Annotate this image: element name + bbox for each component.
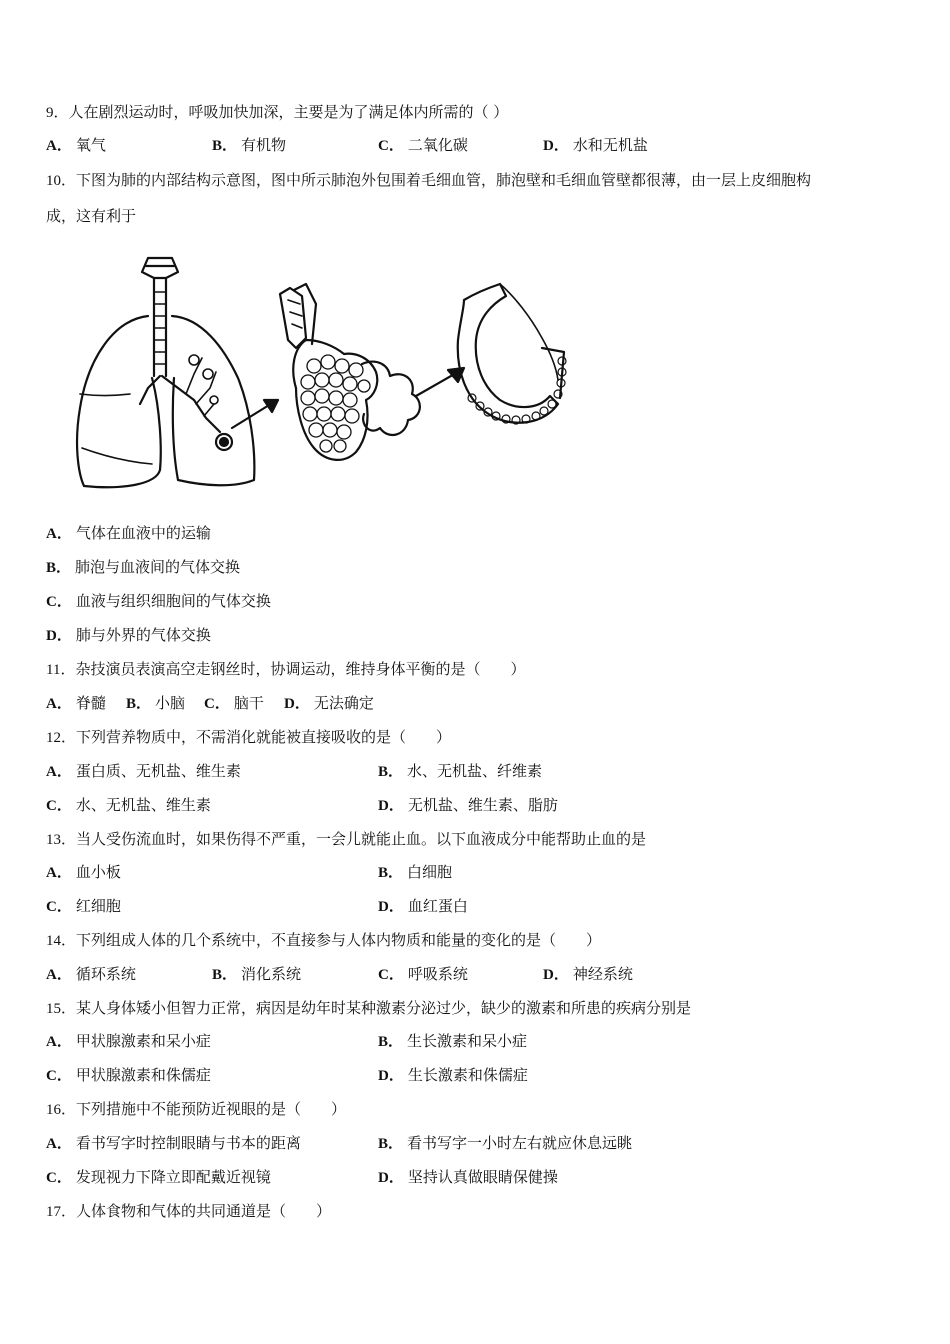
q9-option-c: C． 二氧化碳 <box>378 136 468 154</box>
question-number: 11 <box>46 662 61 678</box>
q13-option-a: A． 血小板 <box>46 863 121 881</box>
alveoli-cluster-illustration <box>280 284 464 460</box>
q16-option-d: D． 坚持认真做眼睛保健操 <box>378 1168 558 1186</box>
q12-option-c: C． 水、无机盐、维生素 <box>46 796 211 814</box>
question-number: 17 <box>46 1204 61 1220</box>
q10-option-d: D． 肺与外界的气体交换 <box>46 626 211 644</box>
question-9-stem: 9．人在剧烈运动时，呼吸加快加深，主要是为了满足体内所需的（ ） <box>46 103 509 121</box>
question-number: 15 <box>46 1001 61 1017</box>
q10-option-b: B． 肺泡与血液间的气体交换 <box>46 558 241 576</box>
q16-option-b: B． 看书写字一小时左右就应休息远眺 <box>378 1134 633 1152</box>
q14-option-b: B． 消化系统 <box>212 965 302 983</box>
question-number: 13 <box>46 832 61 848</box>
q15-option-b: B． 生长激素和呆小症 <box>378 1032 528 1050</box>
q14-option-a: A． 循环系统 <box>46 965 136 983</box>
question-10-stem: 10．下图为肺的内部结构示意图，图中所示肺泡外包围着毛细血管，肺泡壁和毛细血管壁都很薄，由一层上皮细胞构 <box>46 171 812 189</box>
q14-option-d: D． 神经系统 <box>543 965 633 983</box>
question-11-stem: 11．杂技演员表演高空走钢丝时，协调运动，维持身体平衡的是（ ） <box>46 660 526 678</box>
q12-option-a: A． 蛋白质、无机盐、维生素 <box>46 762 241 780</box>
question-number: 16 <box>46 1102 61 1118</box>
q11-option-d: D． 无法确定 <box>284 694 374 712</box>
q16-option-c: C． 发现视力下降立即配戴近视镜 <box>46 1168 271 1186</box>
q11-option-a: A． 脊髓 <box>46 694 106 712</box>
q15-option-c: C． 甲状腺激素和侏儒症 <box>46 1066 211 1084</box>
q9-option-a: A． 氧气 <box>46 136 106 154</box>
q13-option-c: C． 红细胞 <box>46 897 121 915</box>
q12-option-d: D． 无机盐、维生素、脂肪 <box>378 796 558 814</box>
question-number: 12 <box>46 730 61 746</box>
q9-option-b: B． 有机物 <box>212 136 287 154</box>
lungs-illustration <box>77 258 278 487</box>
q12-option-b: B． 水、无机盐、纤维素 <box>378 762 543 780</box>
question-15-stem: 15．某人身体矮小但智力正常，病因是幼年时某种激素分泌过少，缺少的激素和所患的疾病分别是 <box>46 999 692 1017</box>
q11-option-b: B． 小脑 <box>126 694 186 712</box>
q10-option-a: A． 气体在血液中的运输 <box>46 524 211 542</box>
question-number: 10 <box>46 173 61 189</box>
q9-option-d: D． 水和无机盐 <box>543 136 648 154</box>
q14-option-c: C． 呼吸系统 <box>378 965 468 983</box>
q15-option-a: A． 甲状腺激素和呆小症 <box>46 1032 211 1050</box>
question-10-stem-cont: 成，这有利于 <box>46 207 137 225</box>
q13-option-d: D． 血红蛋白 <box>378 897 468 915</box>
question-12-stem: 12．下列营养物质中，不需消化就能被直接吸收的是（ ） <box>46 728 452 746</box>
q16-option-a: A． 看书写字时控制眼睛与书本的距离 <box>46 1134 301 1152</box>
question-number: 14 <box>46 933 61 949</box>
question-16-stem: 16．下列措施中不能预防近视眼的是（ ） <box>46 1100 347 1118</box>
lung-structure-diagram <box>44 248 584 496</box>
question-17-stem: 17．人体食物和气体的共同通道是（ ） <box>46 1202 332 1220</box>
question-14-stem: 14．下列组成人体的几个系统中，不直接参与人体内物质和能量的变化的是（ ） <box>46 931 602 949</box>
question-number: 9 <box>46 105 54 121</box>
q13-option-b: B． 白细胞 <box>378 863 453 881</box>
alveolus-wall-illustration <box>458 284 566 424</box>
q15-option-d: D． 生长激素和侏儒症 <box>378 1066 528 1084</box>
q11-option-c: C． 脑干 <box>204 694 264 712</box>
q10-option-c: C． 血液与组织细胞间的气体交换 <box>46 592 271 610</box>
question-13-stem: 13．当人受伤流血时，如果伤得不严重，一会儿就能止血。以下血液成分中能帮助止血的是 <box>46 830 647 848</box>
